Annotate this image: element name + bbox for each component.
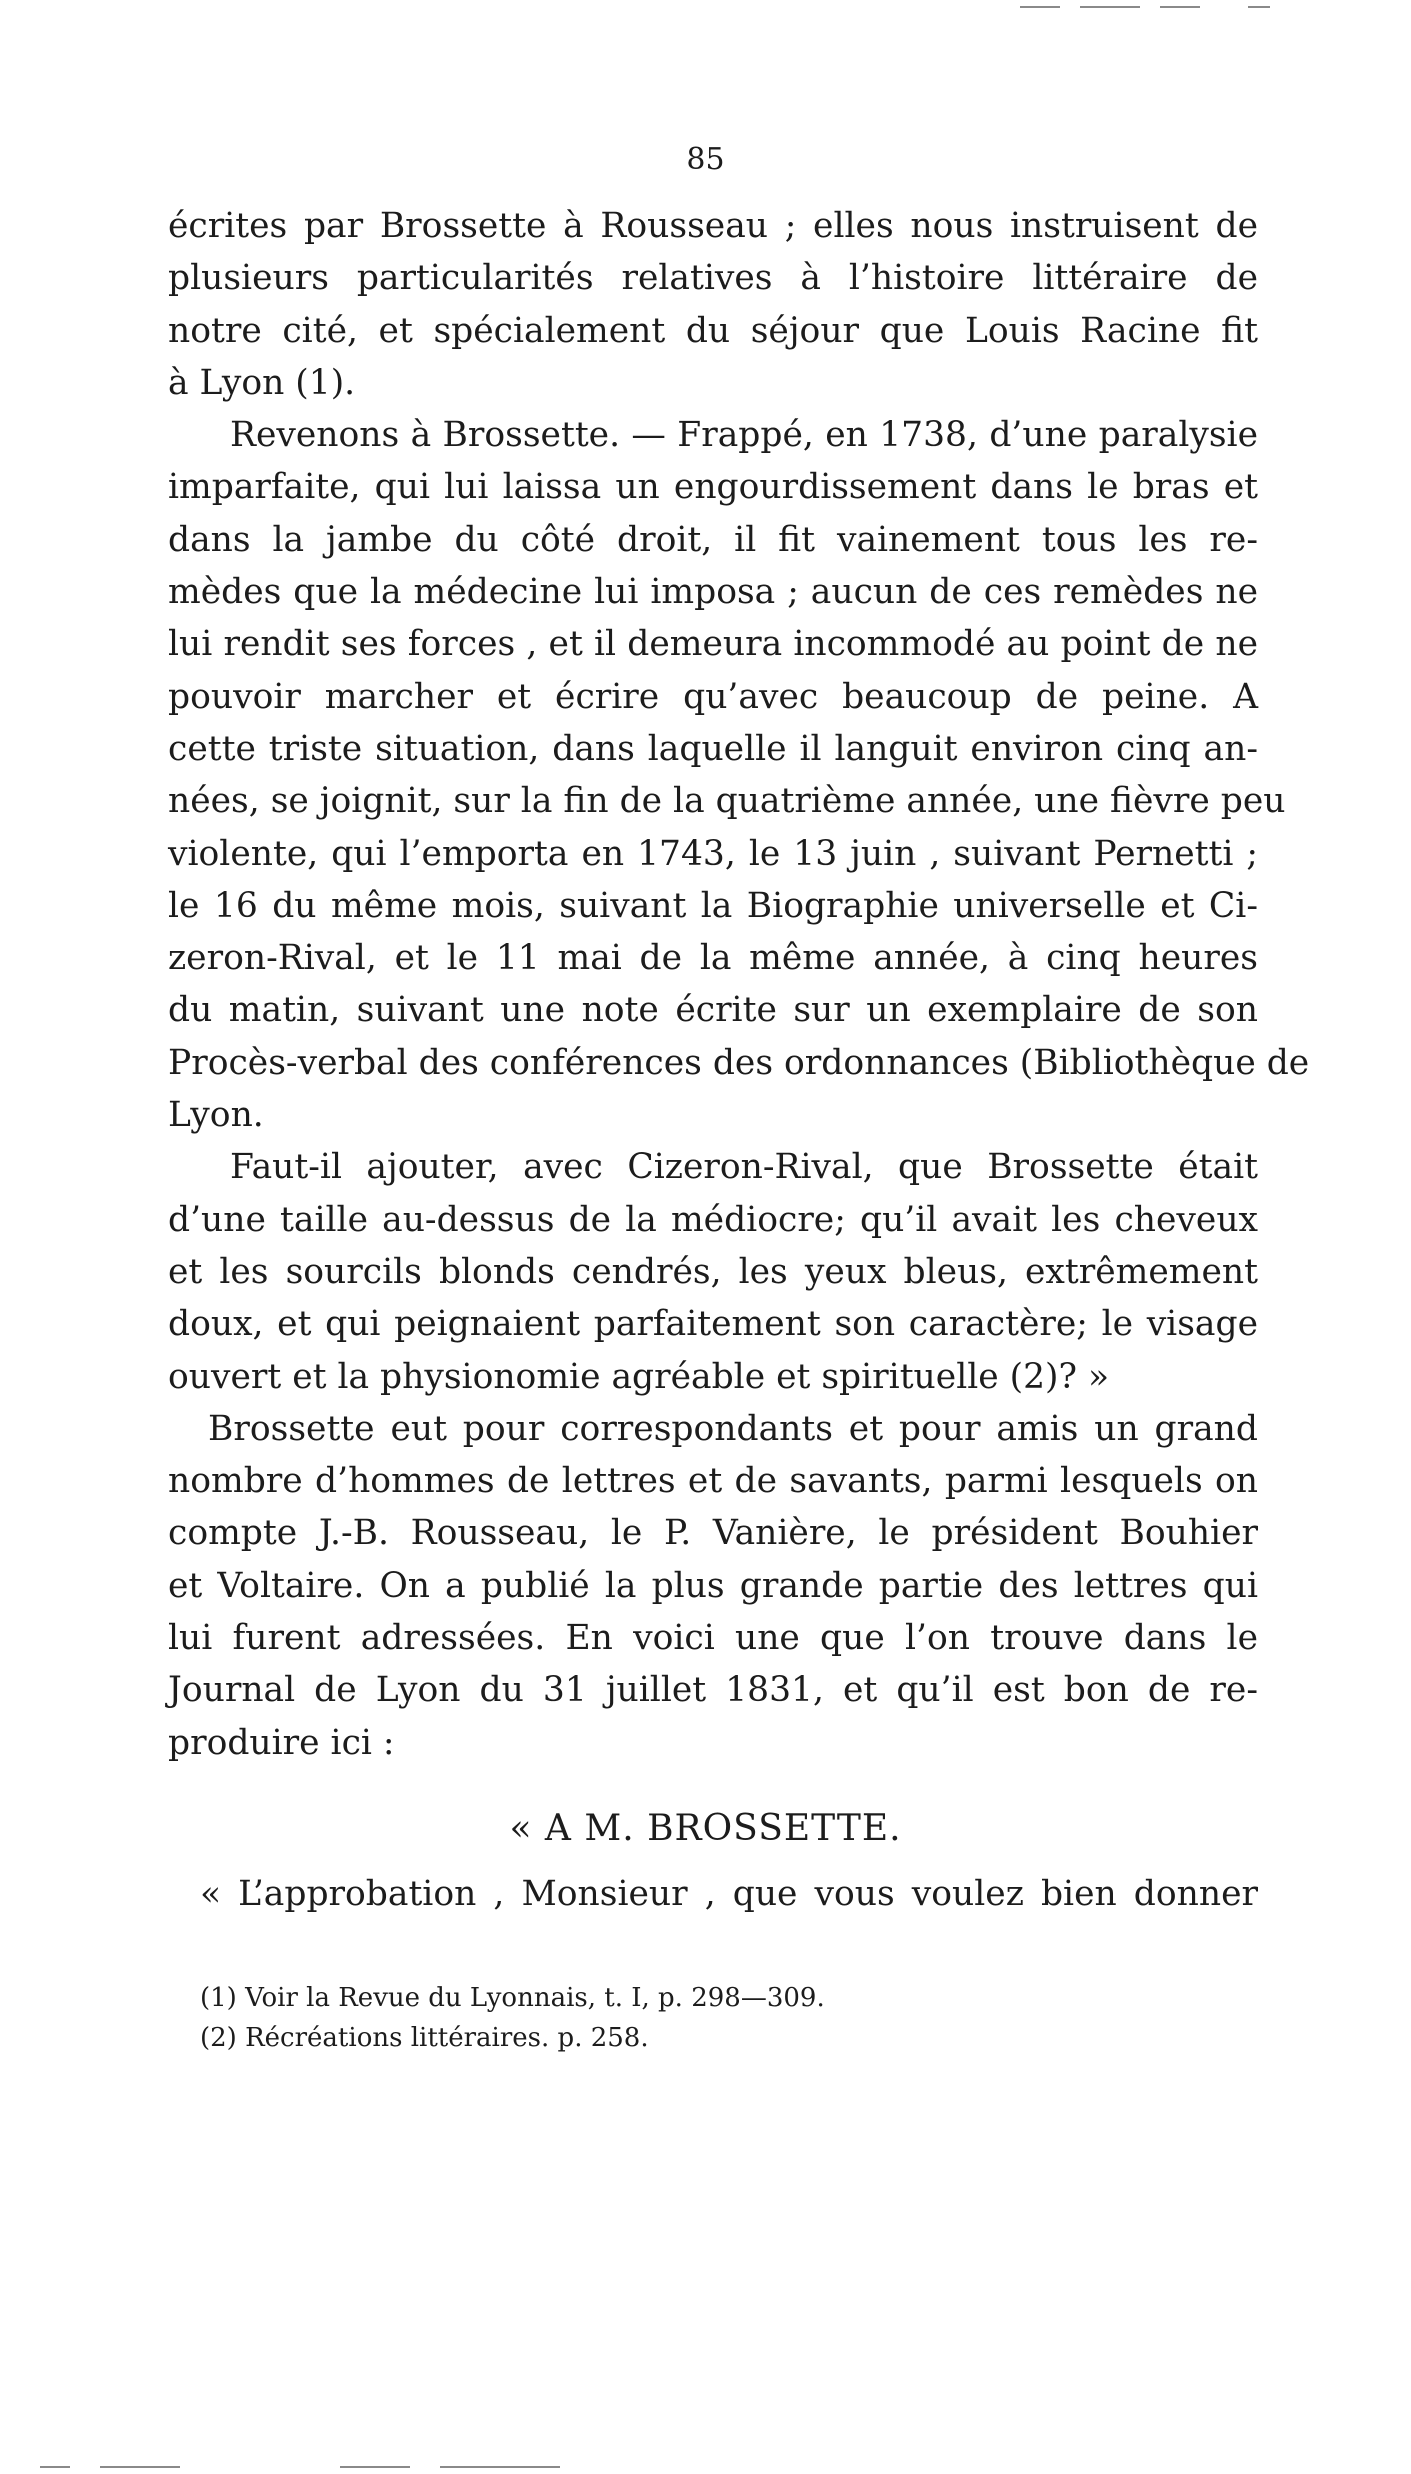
top-edge-rule [1160,6,1200,8]
text-line: lui furent adressées. En voici une que l’on trouve dans le [168,1618,1258,1659]
text-line: d’une taille au-dessus de la médiocre; qu’il avait les cheveux [168,1199,1258,1240]
text-line: zeron-Rival, et le 11 mai de la même année, à cinq heures [168,938,1258,979]
text-line: notre cité, et spécialement du séjour que Louis Racine fit [168,310,1258,351]
text-line: le 16 du même mois, suivant la Biographie universelle et Ci- [168,885,1258,926]
top-edge-rule [1080,6,1140,8]
footnote: (1) Voir la Revue du Lyonnais, t. I, p. 298—309. [200,1983,825,2013]
letter-heading: « A M. BROSSETTE. [509,1808,902,1849]
bottom-edge-rule [40,2466,70,2468]
text-line: du matin, suivant une note écrite sur un exemplaire de son [168,990,1258,1031]
text-line: ouvert et la physionomie agréable et spirituelle (2)? » [168,1356,1110,1397]
footnote: (2) Récréations littéraires. p. 258. [200,2023,649,2053]
paragraph [168,1403,1258,1769]
text-line: Revenons à Brossette. — Frappé, en 1738, d’une paralysie [230,415,1258,456]
footnotes [200,1978,1200,2058]
text-line: nombre d’hommes de lettres et de savants, parmi lesquels on [168,1461,1258,1502]
text-line: pouvoir marcher et écrire qu’avec beaucoup de peine. A [168,676,1258,717]
text-line: et les sourcils blonds cendrés, les yeux bleus, extrêmement [168,1251,1258,1292]
text-line: Procès-verbal des conférences des ordonnances (Bibliothèque de [168,1042,1310,1083]
top-edge-rule [1248,6,1270,8]
paragraph [168,1141,1258,1402]
page-number: 85 [686,142,725,177]
text-line: à Lyon (1). [168,362,356,403]
text-line: imparfaite, qui lui laissa un engourdissement dans le bras et [168,467,1258,508]
text-line: nées, se joignit, sur la fin de la quatrième année, une fièvre peu [168,781,1286,822]
text-line: Journal de Lyon du 31 juillet 1831, et qu’il est bon de re- [168,1670,1258,1711]
paragraph [168,409,1310,1141]
paragraph [168,200,1258,409]
text-line: compte J.-B. Rousseau, le P. Vanière, le président Bouhier [168,1513,1258,1554]
text-line: Lyon. [168,1095,264,1136]
text-line: dans la jambe du côté droit, il fit vainement tous les re- [168,519,1258,560]
text-line: mèdes que la médecine lui imposa ; aucun de ces remèdes ne [168,572,1258,613]
text-line: lui rendit ses forces , et il demeura incommodé au point de ne [168,624,1258,665]
top-edge-rule [1020,6,1060,8]
letter-opening: « L’approbation , Monsieur , que vous voulez bien donner [200,1874,1258,1914]
text-line: violente, qui l’emporta en 1743, le 13 juin , suivant Pernetti ; [168,833,1258,874]
text-line: écrites par Brossette à Rousseau ; elles nous instruisent de [168,206,1258,246]
text-line: produire ici : [168,1722,395,1763]
bottom-edge-rule [440,2466,560,2468]
text-line: et Voltaire. On a publié la plus grande partie des lettres qui [168,1565,1258,1606]
text-line: Faut-il ajouter, avec Cizeron-Rival, que Brossette était [230,1147,1258,1188]
text-line: Brossette eut pour correspondants et pour amis un grand [208,1408,1258,1449]
text-line: plusieurs particularités relatives à l’histoire littéraire de [168,258,1258,299]
body-text [168,200,1310,1769]
text-line: cette triste situation, dans laquelle il languit environ cinq an- [168,728,1258,769]
bottom-edge-rule [340,2466,410,2468]
text-line: doux, et qui peignaient parfaitement son caractère; le visage [168,1304,1258,1345]
bottom-edge-rule [100,2466,180,2468]
